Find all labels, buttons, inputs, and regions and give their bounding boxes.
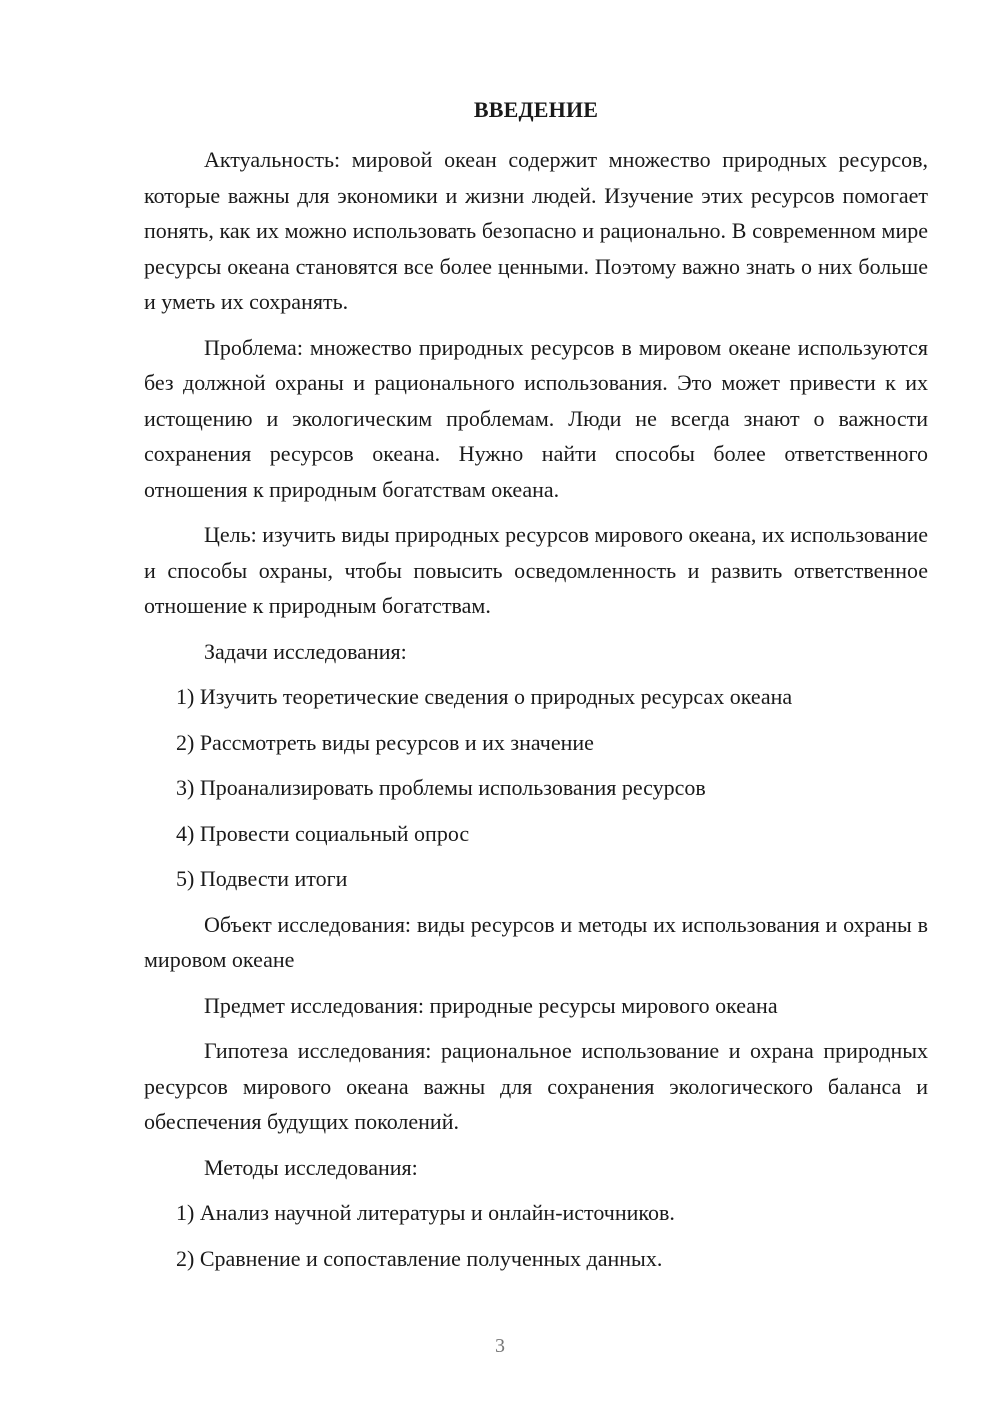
paragraph-object: Объект исследования: виды ресурсов и методы их использования и охраны в мировом океане — [144, 911, 928, 972]
paragraph-goal: Цель: изучить виды природных ресурсов мирового океана, их использование и способы охраны, чтобы повысить осведомленность и развить ответственное отношение к природным богатствам. — [144, 522, 928, 618]
section-title: ВВЕДЕНИЕ — [473, 97, 599, 122]
task-item-5: 5) Подвести итоги — [176, 866, 348, 891]
method-item-1: 1) Анализ научной литературы и онлайн-источников. — [176, 1200, 675, 1225]
paragraph-hypothesis: Гипотеза исследования: рациональное использование и охрана природных ресурсов мирового океана важны для сохранения экологического баланса и обеспечения будущих поколений. — [144, 1038, 928, 1134]
task-item-3: 3) Проанализировать проблемы использования ресурсов — [176, 775, 706, 800]
task-item-2: 2) Рассмотреть виды ресурсов и их значение — [176, 729, 594, 755]
paragraph-subject: Предмет исследования: природные ресурсы мирового океана — [204, 992, 778, 1018]
paragraph-problem: Проблема: множество природных ресурсов в мировом океане используются без должной охраны и рационального использования. Это может привести к их истощению и экологическим проблемам. Люди не всегда знают о важности сохранения ресурсов океана. Нужно найти способы более ответственного отношения к природным богатствам океана. — [144, 334, 928, 502]
paragraph-relevance: Актуальность: мировой океан содержит множество природных ресурсов, которые важны для экономики и жизни людей. Изучение этих ресурсов помогает понять, как их можно использовать безопасно и рационально. В современном мире ресурсы океана становятся все более ценными. Поэтому важно знать о них больше и уметь их сохранять. — [144, 147, 928, 314]
methods-heading: Методы исследования: — [204, 1154, 418, 1180]
page-number: 3 — [495, 1335, 505, 1357]
method-item-2: 2) Сравнение и сопоставление полученных данных. — [176, 1245, 663, 1271]
task-item-4: 4) Провести социальный опрос — [176, 820, 470, 846]
methods-section — [144, 1150, 928, 1277]
tasks-heading: Задачи исследования: — [204, 638, 407, 664]
task-item-1: 1) Изучить теоретические сведения о природных ресурсах океана — [176, 684, 793, 709]
tasks-section — [144, 634, 928, 897]
